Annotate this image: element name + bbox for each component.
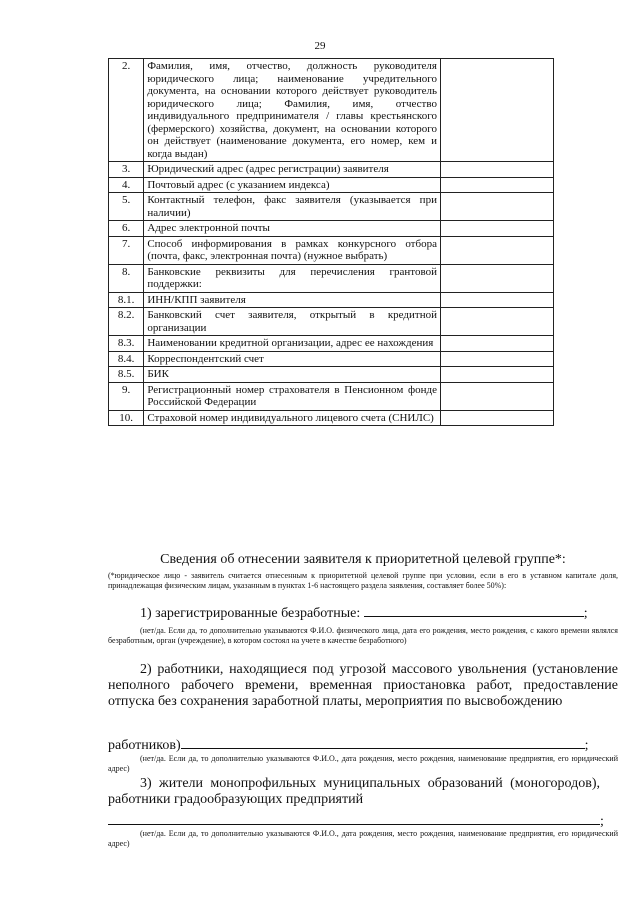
priority-heading: Сведения об отнесении заявителя к приоритетной целевой группе*: [160,552,566,567]
form-row [109,221,554,237]
row-label: Фамилия, имя, отчество, должность руководителя юридического лица; наименование учредительного документа, на основании которого действует руководитель юридического лица; Фамилия, имя, отчество индивидуального предпринимателя / главы крестьянского (фермерского) хозяйства, документ, на основании которого он действует (наименование документа, его номер, кем и когда выдан) [144,59,441,162]
item2-tail: работников) [108,738,181,753]
row-number: 8.1. [109,292,144,308]
form-row [109,193,554,221]
application-form-table [108,58,554,426]
row-number: 6. [109,221,144,237]
row-label: Адрес электронной почты [144,221,441,237]
form-row [109,351,554,367]
row-label: Юридический адрес (адрес регистрации) заявителя [144,162,441,178]
row-label: Банковский счет заявителя, открытый в кредитной организации [144,308,441,336]
row-number: 5. [109,193,144,221]
form-row [109,308,554,336]
row-label: Контактный телефон, факс заявителя (указывается при наличии) [144,193,441,221]
item3-end: ; [600,814,604,829]
form-row [109,236,554,264]
row-number: 4. [109,177,144,193]
item3-hint: (нет/да. Если да, то дополнительно указываются Ф.И.О., дата рождения, место рождения, наименование предприятия, его юридический адрес) [108,829,618,848]
row-number: 3. [109,162,144,178]
item3-label: 3) жители монопрофильных муниципальных образований (моногородов), работники градообразующих предприятий [108,776,600,807]
row-label: Регистрационный номер страхователя в Пенсионном фонде Российской Федерации [144,382,441,410]
row-number: 8.2. [109,308,144,336]
item2-blank-field[interactable] [181,737,585,749]
form-row [109,264,554,292]
row-value-field[interactable] [440,351,553,367]
item2-end: ; [584,738,589,753]
item1-label: 1) зарегистрированные безработные: [140,606,361,621]
row-number: 8.4. [109,351,144,367]
form-row [109,410,554,426]
item3-extra-line [108,812,618,830]
row-value-field[interactable] [440,59,553,162]
row-label: Наименовании кредитной организации, адрес ее нахождения [144,336,441,352]
row-label: Банковские реквизиты для перечисления грантовой поддержки: [144,264,441,292]
row-value-field[interactable] [440,410,553,426]
row-value-field[interactable] [440,367,553,383]
row-value-field[interactable] [440,382,553,410]
row-label: Почтовый адрес (с указанием индекса) [144,177,441,193]
row-label: БИК [144,367,441,383]
item1-line [108,605,618,622]
form-row [109,162,554,178]
row-label: Способ информирования в рамках конкурсного отбора (почта, факс, электронная почта) (нужное выбрать) [144,236,441,264]
row-number: 8.3. [109,336,144,352]
row-value-field[interactable] [440,221,553,237]
form-row [109,177,554,193]
form-row [109,336,554,352]
row-label: Страховой номер индивидуального лицевого счета (СНИЛС) [144,410,441,426]
row-value-field[interactable] [440,193,553,221]
item1-end: ; [583,606,588,621]
row-number: 10. [109,410,144,426]
item1-hint: (нет/да. Если да, то дополнительно указываются Ф.И.О. физического лица, дата его рождения, место рождения, с какого времени являлся безработным, орган (учреждение), в котором состоял на учете в качестве безработного) [108,626,618,645]
row-value-field[interactable] [440,308,553,336]
form-row [109,59,554,162]
item2-hint: (нет/да. Если да, то дополнительно указываются Ф.И.О., дата рождения, место рождения, наименование предприятия, его юридический адрес) [108,754,618,773]
form-row [109,367,554,383]
item1-blank-field[interactable] [364,605,584,617]
row-value-field[interactable] [440,264,553,292]
item3-blank-field[interactable] [108,813,600,825]
row-value-field[interactable] [440,336,553,352]
row-number: 2. [109,59,144,162]
row-number: 8.5. [109,367,144,383]
item2-tail-line [108,737,618,754]
item2-label: 2) работники, находящиеся под угрозой массового увольнения (установление неполного рабочего времени, временная приостановка работ, предоставление отпуска без сохранения заработной платы, мероприятия по высвобождению [108,662,618,709]
row-value-field[interactable] [440,292,553,308]
row-number: 9. [109,382,144,410]
row-number: 8. [109,264,144,292]
row-value-field[interactable] [440,162,553,178]
form-row [109,292,554,308]
row-label: Корреспондентский счет [144,351,441,367]
row-label: ИНН/КПП заявителя [144,292,441,308]
page-number: 29 [314,40,326,52]
row-value-field[interactable] [440,177,553,193]
priority-note: (*юридическое лицо - заявитель считается отнесенным к приоритетной целевой группе при условии, если в его в уставном капитале доля, принадлежащая физическим лицам, указанным в пунктах 1-6 настоящего раздела заявления, составляет более 50%): [108,571,618,590]
row-value-field[interactable] [440,236,553,264]
form-row [109,382,554,410]
row-number: 7. [109,236,144,264]
